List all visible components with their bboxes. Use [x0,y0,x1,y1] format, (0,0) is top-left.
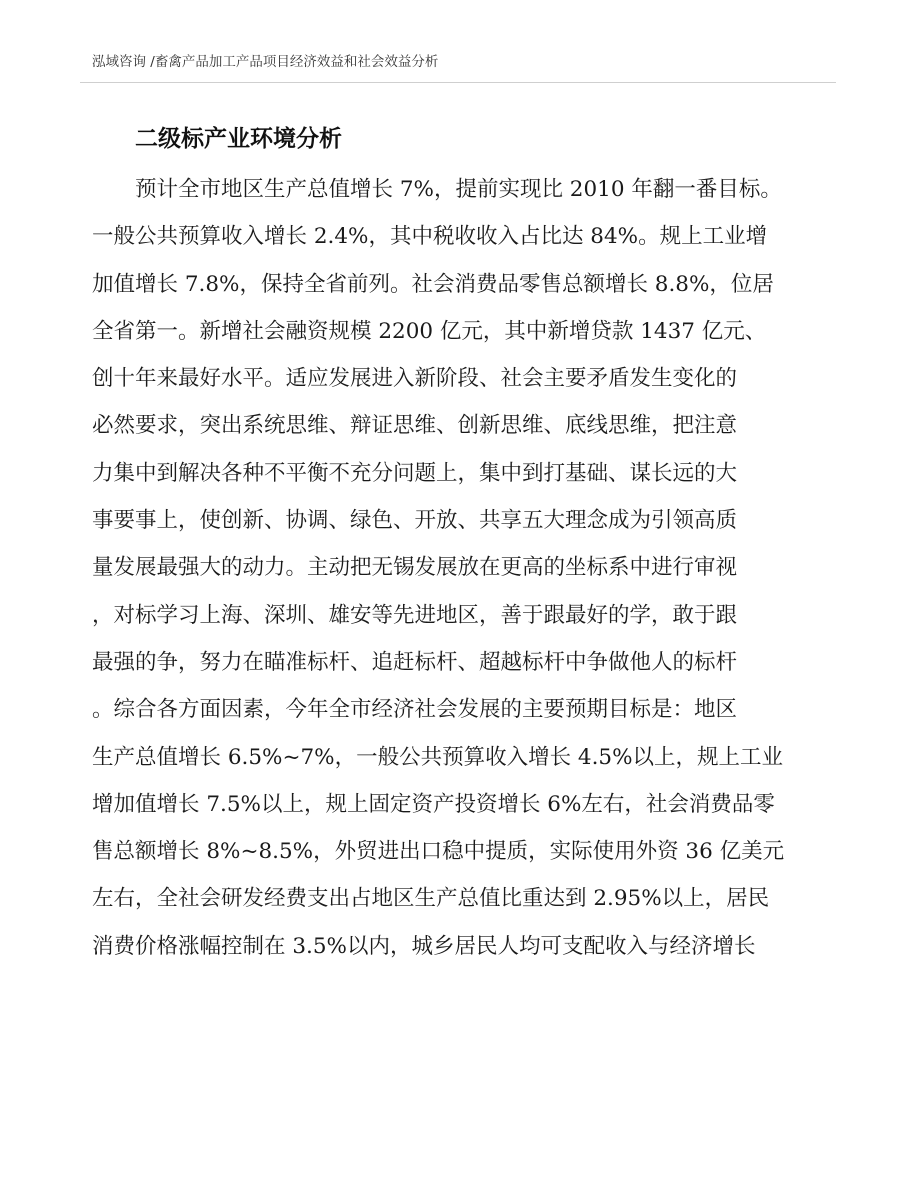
body-paragraph [92,166,832,970]
paragraph-line: 生产总值增长 6.5%~7%，一般公共预算收入增长 4.5%以上，规上工业 [92,744,784,770]
paragraph-line: 售总额增长 8%~8.5%，外贸进出口稳中提质，实际使用外资 36 亿美元 [92,839,785,865]
paragraph-line: 加值增长 7.8%，保持全省前列。社会消费品零售总额增长 8.8%，位居 [92,271,774,297]
paragraph-line: 事要事上，使创新、协调、绿色、开放、共享五大理念成为引领高质 [92,508,738,534]
paragraph-line: 左右，全社会研发经费支出占地区生产总值比重达到 2.95%以上，居民 [92,886,770,912]
paragraph-line: 最强的争，努力在瞄准标杆、追赶标杆、超越标杆中争做他人的标杆 [92,649,738,675]
paragraph-line: 创十年来最好水平。适应发展进入新阶段、社会主要矛盾发生变化的 [92,366,738,392]
section-heading: 二级标产业环境分析 [135,126,342,152]
paragraph-line: 力集中到解决各种不平衡不充分问题上，集中到打基础、谋长远的大 [92,460,738,486]
paragraph-line: 。综合各方面因素，今年全市经济社会发展的主要预期目标是：地区 [92,697,738,723]
header-divider [80,82,836,83]
paragraph-line: 消费价格涨幅控制在 3.5%以内，城乡居民人均可支配收入与经济增长 [92,933,756,959]
paragraph-line: 增加值增长 7.5%以上，规上固定资产投资增长 6%左右，社会消费品零 [92,791,775,817]
paragraph-line: 必然要求，突出系统思维、辩证思维、创新思维、底线思维，把注意 [92,413,738,439]
paragraph-line: 全省第一。新增社会融资规模 2200 亿元，其中新增贷款 1437 亿元、 [92,318,767,344]
paragraph-line: 一般公共预算收入增长 2.4%，其中税收收入占比达 84%。规上工业增 [92,224,768,250]
paragraph-line: ，对标学习上海、深圳、雄安等先进地区，善于跟最好的学，敢于跟 [92,602,738,628]
paragraph-line: 预计全市地区生产总值增长 7%，提前实现比 2010 年翻一番目标。 [135,177,782,202]
page-header: 泓域咨询 /畜禽产品加工产品项目经济效益和社会效益分析 [92,54,439,70]
paragraph-line: 量发展最强大的动力。主动把无锡发展放在更高的坐标系中进行审视 [92,555,738,581]
